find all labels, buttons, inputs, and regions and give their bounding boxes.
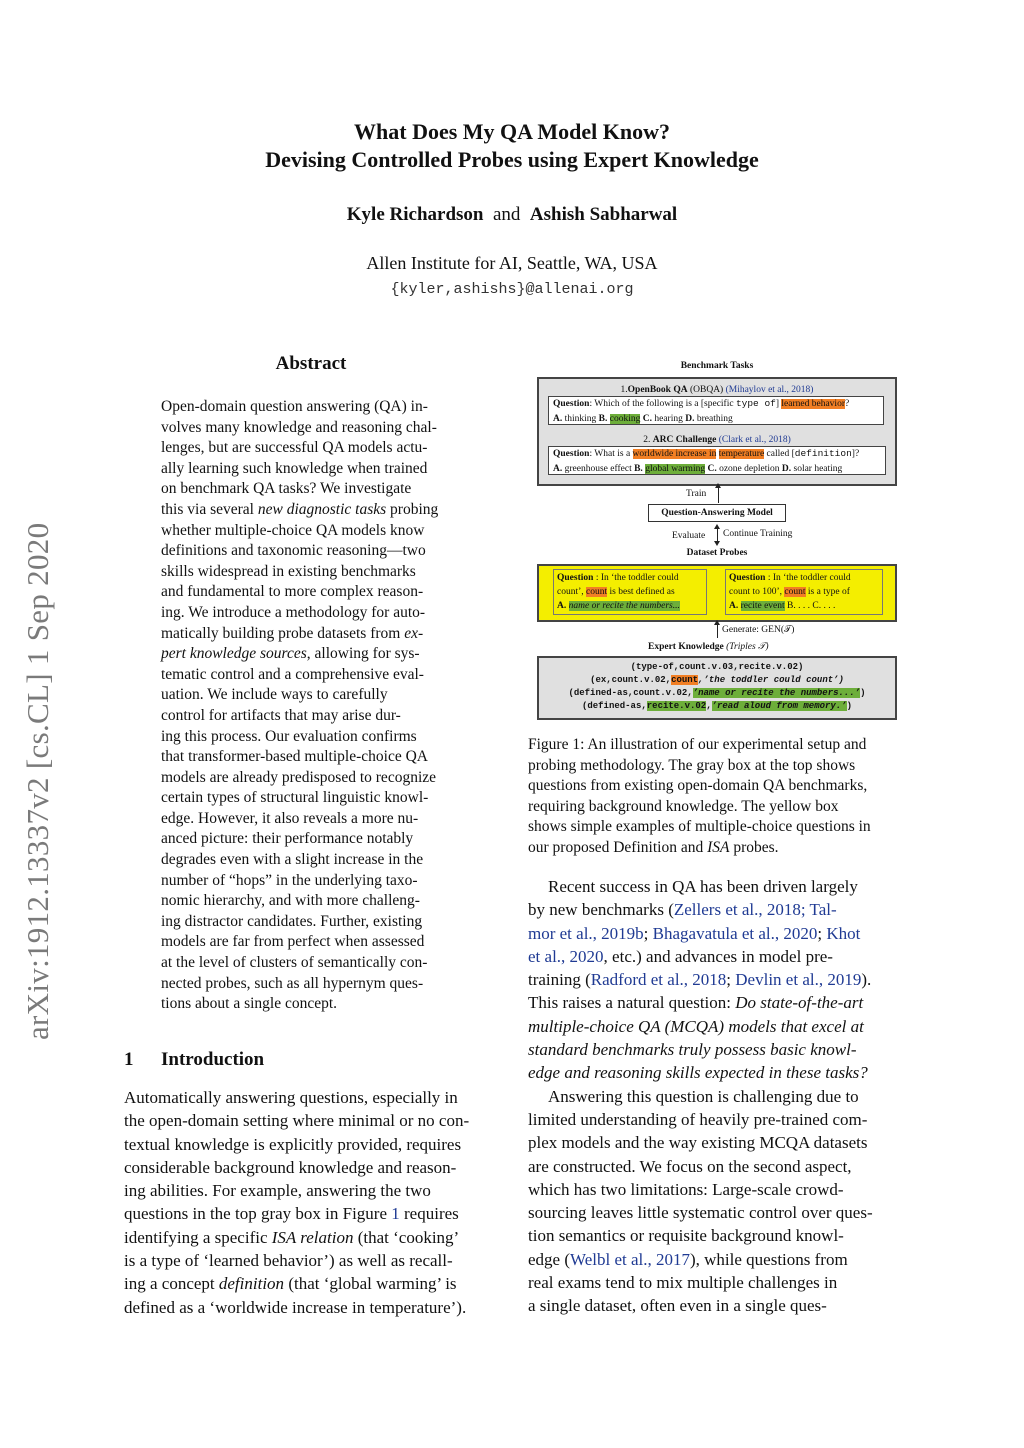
text-line: multiple-choice QA (MCQA) models that excel at — [528, 1016, 864, 1036]
highlight-temperature: temperature — [718, 449, 765, 459]
abstract-line: tions about a single concept. — [161, 995, 338, 1013]
text-line: ing a concept definition (that ‘global warming’ is — [124, 1274, 457, 1294]
obqa-citation[interactable]: (Mihaylov et al., 2018) — [725, 385, 814, 395]
abstract-line: ing. We introduce a methodology for auto- — [161, 603, 426, 621]
triple: (ex,count.v.02,count,’the toddler could count’) — [590, 675, 844, 685]
text-line: the open-domain setting where minimal or no con- — [124, 1111, 470, 1131]
citation-year-link[interactable]: 2017 — [655, 1249, 690, 1269]
section-number: 1 — [124, 1049, 134, 1070]
citation-link[interactable]: ; Tal- — [800, 900, 837, 920]
highlight-count: count — [784, 587, 806, 597]
abstract-line: that transformer-based multiple-choice QA — [161, 748, 428, 766]
text-line: tion semantics or requisite background knowl- — [528, 1226, 844, 1246]
citation-link[interactable]: Radford et al., — [590, 970, 689, 990]
citation-link[interactable]: Khot — [826, 923, 861, 943]
abstract-line: number of “hops” in the underlying taxo- — [161, 871, 418, 889]
highlight-worldwide-increase: worldwide increase in — [632, 449, 717, 459]
caption-line: our proposed Definition and ISA probes. — [528, 838, 779, 856]
author-1: Kyle Richardson — [346, 204, 484, 225]
abstract-line: degrades even with a slight increase in the — [161, 851, 424, 869]
caption-line: probing methodology. The gray box at the top shows — [528, 756, 856, 774]
triple: (type-of,count.v.03,recite.v.02) — [630, 662, 804, 672]
figure-1-caption — [528, 735, 905, 859]
citation-year-link[interactable]: 2018 — [692, 970, 727, 990]
obqa-question: Question: Which of the following is a [specific type of] learned behavior? — [553, 398, 850, 409]
abstract-line: skills widespread in existing benchmarks — [161, 562, 416, 580]
abstract-line: tematic control and a comprehensive eval- — [161, 665, 424, 683]
generate-label: Generate: GEN(𝒯) — [722, 625, 795, 635]
text-line: textual knowledge is explicitly provided, requires — [124, 1134, 462, 1154]
text-line: a single dataset, often even in a single ques- — [528, 1296, 827, 1316]
text-line: Recent success in QA has been driven largely — [548, 877, 858, 896]
highlight-cooking: cooking — [609, 414, 641, 424]
abstract-line: definitions and taxonomic reasoning—two — [161, 542, 426, 560]
text-line: mor et al., 2019b; Bhagavatula et al., 2020; Khot — [528, 923, 861, 943]
abstract-line: this via several new diagnostic tasks probing — [161, 500, 439, 518]
citation-year-link[interactable]: 2020 — [783, 923, 818, 943]
citation-year-link[interactable]: 2020 — [569, 946, 604, 966]
caption-line: questions from existing open-domain QA benchmarks, — [528, 777, 868, 795]
dataset-probes-title: Dataset Probes — [686, 548, 748, 558]
abstract-line: on benchmark QA tasks? We investigate — [161, 480, 412, 498]
arxiv-identifier: arXiv:1912.13337v2 [cs.CL] 1 Sep 2020 — [20, 522, 55, 1040]
text-line: questions in the top gray box in Figure 1 requires — [124, 1204, 459, 1224]
caption-line: shows simple examples of multiple-choice questions in — [528, 818, 871, 836]
text-line: limited understanding of heavily pre-trained com- — [528, 1109, 868, 1129]
caption-line: Figure 1: An illustration of our experimental setup and — [528, 736, 867, 753]
text-line: standard benchmarks truly possess basic knowl- — [528, 1040, 857, 1060]
text-line: considerable background knowledge and reason- — [124, 1157, 457, 1177]
obqa-header: 1.OpenBook QA (OBQA) (Mihaylov et al., 2018) — [620, 385, 814, 395]
section-heading-introduction — [124, 1049, 264, 1071]
train-arrow — [718, 487, 719, 503]
abstract-line: nomic hierarchy, and with more challeng- — [161, 892, 420, 910]
abstract-line: uation. We include ways to carefully — [161, 686, 388, 704]
citation-link[interactable]: et al., — [528, 946, 566, 966]
triple: (defined-as,recite.v.02,’read aloud from memory.’) — [581, 701, 853, 711]
arc-header: 2. ARC Challenge (Clark et al., 2018) — [643, 435, 791, 445]
train-label: Train — [686, 489, 707, 499]
abstract-line: at the level of clusters of semantically con- — [161, 954, 428, 972]
abstract-line: certain types of structural linguistic knowl- — [161, 789, 429, 807]
abstract-line: and fundamental to more complex reason- — [161, 583, 424, 601]
text-line: by new benchmarks (Zellers et al., 2018; Tal- — [528, 900, 837, 920]
caption-line: requiring background knowledge. The yellow box — [528, 797, 839, 815]
text-line: is a type of ‘learned behavior’) as well as recall- — [124, 1251, 453, 1271]
abstract-line: nected probes, such as all hypernym ques- — [161, 974, 424, 992]
text-line: et al., 2020, etc.) and advances in model pre- — [528, 946, 833, 966]
text-line: are constructed. We focus on the second aspect, — [528, 1156, 852, 1176]
text-line: training (Radford et al., 2018; Devlin et al., 2019). — [528, 970, 872, 990]
citation-link[interactable]: Welbl et al., — [570, 1249, 652, 1269]
abstract-line: ing distractor candidates. Further, existing — [161, 912, 423, 930]
arc-question: Question: What is a worldwide increase in temperature called [definition]? — [553, 448, 860, 459]
abstract-line: Open-domain question answering (QA) in- — [161, 398, 428, 415]
citation-link[interactable]: Bhagavatula et al., — [652, 923, 780, 943]
expert-knowledge-box — [537, 656, 897, 720]
abstract-heading: Abstract — [275, 353, 347, 374]
emphasis: new diagnostic tasks — [257, 500, 387, 518]
obqa-answers: A. thinking B. cooking C. hearing D. breathing — [553, 414, 733, 424]
generate-arrow — [717, 624, 718, 638]
paper-title-line-1: What Does My QA Model Know? — [354, 119, 670, 144]
citation-year-link[interactable]: 2019 — [827, 970, 862, 990]
citation-year-link[interactable]: 2018 — [766, 900, 801, 920]
section-title: Introduction — [161, 1049, 265, 1070]
text-line: real exams tend to mix multiple challenges in — [528, 1273, 838, 1293]
abstract-line: lenges, but are successful QA models actu- — [161, 439, 428, 457]
benchmark-tasks-box — [537, 377, 897, 486]
abstract-line: models are far from perfect when assessed — [161, 933, 425, 951]
highlight-recite-event: recite event — [740, 601, 785, 611]
abstract-line: models are already predisposed to recognize — [161, 768, 437, 786]
text-line: edge (Welbl et al., 2017), while questions from — [528, 1249, 848, 1269]
isa-probe: Question : In ‘the toddler could count to 100’, count is a type of A. recite event B. . . . C. . . . — [725, 569, 883, 615]
obqa-name: OpenBook QA — [627, 385, 688, 395]
text-line: This raises a natural question: Do state-of-the-art — [528, 993, 864, 1013]
arc-name: ARC Challenge — [652, 435, 717, 445]
text-line: Answering this question is challenging due to — [548, 1086, 859, 1106]
abstract-line: ing this process. Our evaluation confirms — [161, 727, 417, 745]
evaluate-arrow — [717, 528, 718, 542]
figure-1 — [528, 358, 906, 728]
qa-model-box: Question-Answering Model — [648, 504, 786, 522]
emphasis: Do state-of-the-art — [735, 993, 864, 1013]
citation-link[interactable]: Devlin et al., — [735, 970, 824, 990]
text-line: defined as a ‘worldwide increase in temperature’). — [124, 1297, 467, 1317]
evaluate-label: Evaluate — [672, 531, 706, 541]
abstract-line: volves many knowledge and reasoning chal- — [161, 418, 437, 436]
text-line: plex models and the way existing MCQA datasets — [528, 1133, 868, 1153]
author-email[interactable]: {kyler,ashishs}@allenai.org — [390, 281, 634, 298]
abstract-line: matically building probe datasets from ex- — [161, 624, 424, 642]
affiliation: Allen Institute for AI, Seattle, WA, USA — [366, 253, 658, 273]
emphasis: ex- — [404, 624, 424, 642]
emphasis: pert knowledge sources — [161, 645, 307, 663]
text-line: sourcing leaves little systematic control over ques- — [528, 1203, 873, 1223]
intro-paragraph — [124, 1086, 500, 1319]
dataset-probes-box — [537, 564, 897, 622]
highlight-count: count — [586, 587, 608, 597]
author-conjunction: and — [492, 204, 521, 225]
text-line: ing abilities. For example, answering the two — [124, 1181, 431, 1201]
abstract-body — [161, 397, 462, 1015]
text-line: identifying a specific ISA relation (that ‘cooking’ — [124, 1227, 460, 1247]
text-line: which has two limitations: Large-scale crowd- — [528, 1179, 844, 1199]
author-list — [120, 204, 904, 226]
text-line: edge and reasoning skills expected in these tasks? — [528, 1063, 868, 1083]
highlight-global-warming: global warming — [645, 464, 706, 474]
highlight-definition-answer: name or recite the numbers... — [568, 601, 680, 611]
arc-answers: A. greenhouse effect B. global warming C. ozone depletion D. solar heating — [553, 464, 843, 474]
abstract-line: edge. However, it also reveals a more nu- — [161, 809, 419, 827]
abstract-line: control for artifacts that may arise dur- — [161, 706, 401, 724]
figure-reference-link[interactable]: 1 — [391, 1204, 400, 1224]
right-column-text — [528, 875, 905, 1318]
abstract-line: whether multiple-choice QA models know — [161, 521, 425, 539]
abstract-line: anced picture: their performance notably — [161, 830, 414, 848]
citation-link[interactable]: Zellers et al., — [673, 900, 763, 920]
triple: (defined-as,count.v.02,’name or recite the numbers...’) — [568, 688, 866, 698]
arc-citation[interactable]: (Clark et al., 2018) — [718, 435, 791, 445]
text-line: Automatically answering questions, especially in — [124, 1088, 458, 1107]
author-2: Ashish Sabharwal — [529, 204, 678, 225]
citation-year-link[interactable]: 2019b — [601, 923, 644, 943]
emphasis: ISA relation — [271, 1227, 354, 1247]
continue-training-label: Continue Training — [723, 529, 793, 539]
obqa-question-card — [548, 396, 884, 425]
expert-knowledge-title: Expert Knowledge (Triples 𝒯) — [648, 642, 769, 652]
paper-title-line-2: Devising Controlled Probes using Expert Knowledge — [265, 147, 759, 172]
benchmark-tasks-title: Benchmark Tasks — [680, 361, 754, 371]
highlight-learned-behavior: learned behavior — [781, 399, 845, 409]
abstract-line: pert knowledge sources, allowing for sys- — [161, 645, 420, 663]
abstract-line: ally learning such knowledge when trained — [161, 459, 428, 477]
definition-probe: Question : In ‘the toddler could count’, count is best defined as A. name or recite the numbers... — [553, 569, 707, 615]
citation-link[interactable]: mor et al., — [528, 923, 597, 943]
emphasis: definition — [218, 1274, 285, 1294]
arc-question-card — [548, 446, 886, 475]
